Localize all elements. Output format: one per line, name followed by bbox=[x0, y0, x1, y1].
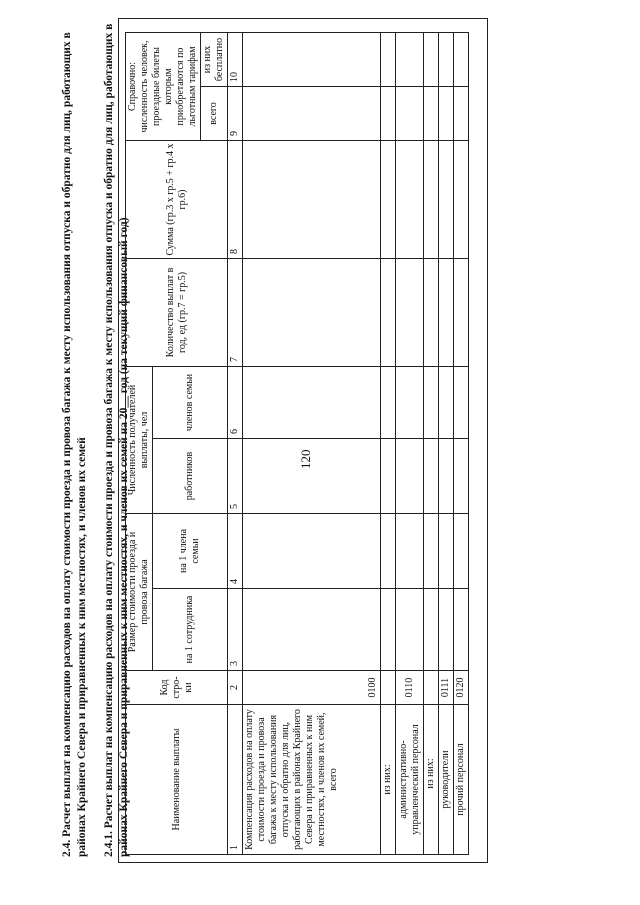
col-number: 4 bbox=[228, 514, 243, 589]
subsection-heading: 2.4.1. Расчет выплат на компенсацию расходов на оплату стоимости проезда и провоза багажа к месту использования отпуска и обратно для лиц, работающих в районах Крайнего Севера и приравненных к ним местностях, и членов их семей на 20__ год (на текущий финансовый год) bbox=[103, 23, 130, 857]
row-code: 0120 bbox=[454, 671, 469, 705]
table-cell bbox=[396, 514, 424, 589]
table-cell bbox=[424, 589, 439, 671]
table-cell bbox=[424, 259, 439, 367]
table-cell bbox=[243, 367, 381, 439]
header-payments-count: Количество выплат в год, ед (гр.7 = гр.5) bbox=[126, 259, 228, 367]
table-cell bbox=[396, 259, 424, 367]
col-number: 3 bbox=[228, 589, 243, 671]
table-cell bbox=[396, 439, 424, 514]
payments-table bbox=[125, 32, 469, 855]
table-cell bbox=[381, 87, 396, 141]
table-cell bbox=[424, 141, 439, 259]
table-cell bbox=[381, 589, 396, 671]
table-cell bbox=[454, 439, 469, 514]
col-number: 5 bbox=[228, 439, 243, 514]
table-cell bbox=[243, 514, 381, 589]
table-cell bbox=[396, 141, 424, 259]
row-code bbox=[424, 671, 439, 705]
table-row bbox=[381, 33, 396, 855]
table-cell bbox=[439, 367, 454, 439]
table-cell bbox=[439, 514, 454, 589]
header-cost-group: Размер стоимости проезда и провоза багажа bbox=[126, 514, 153, 671]
row-name: руководители bbox=[439, 705, 454, 855]
table-cell bbox=[439, 589, 454, 671]
table-cell bbox=[424, 367, 439, 439]
table-row bbox=[424, 33, 439, 855]
table-cell bbox=[381, 33, 396, 87]
section-heading: 2.4. Расчет выплат на компенсацию расходов на оплату стоимости проезда и провоза багажа к месту использования отпуска и обратно для лиц, работающих в районах Крайнего Севера и приравненных к ним местностях, и членов их семей bbox=[61, 32, 88, 857]
table-row bbox=[396, 33, 424, 855]
column-numbers-row bbox=[228, 33, 243, 855]
table-cell bbox=[381, 439, 396, 514]
table-cell bbox=[396, 367, 424, 439]
table-cell bbox=[439, 87, 454, 141]
col-number: 9 bbox=[228, 87, 243, 141]
table-cell bbox=[381, 367, 396, 439]
col-number: 8 bbox=[228, 141, 243, 259]
row-code: 0110 bbox=[396, 671, 424, 705]
col-number: 1 bbox=[228, 705, 243, 855]
header-recipients-workers: работников bbox=[153, 439, 228, 514]
table-cell bbox=[243, 87, 381, 141]
header-sum: Сумма (гр.3 х гр.5 + гр.4 х гр.6) bbox=[126, 141, 228, 259]
header-ref-free: из них бесплатно bbox=[201, 33, 228, 87]
header-recipients-family: членов семьи bbox=[153, 367, 228, 439]
table-cell bbox=[454, 367, 469, 439]
table-cell bbox=[439, 33, 454, 87]
table-cell bbox=[396, 589, 424, 671]
table-cell bbox=[439, 259, 454, 367]
table-cell bbox=[396, 87, 424, 141]
row-name: Компенсация расходов на оплату стоимости проезда и провоза багажа к месту использования отпуска и обратно для лиц, работающих в районах Крайнего Севера и приравненных к ним местностях, и членов их семей, всего bbox=[243, 705, 381, 855]
header-cost-employee: на 1 сотрудника bbox=[153, 589, 228, 671]
table-row bbox=[454, 33, 469, 855]
header-cost-family: на 1 члена семьи bbox=[153, 514, 228, 589]
table-cell bbox=[381, 514, 396, 589]
row-name: из них: bbox=[424, 705, 439, 855]
table-cell bbox=[424, 33, 439, 87]
table-cell bbox=[454, 87, 469, 141]
table-cell bbox=[424, 87, 439, 141]
table-cell bbox=[454, 589, 469, 671]
table-cell bbox=[243, 589, 381, 671]
table-cell bbox=[424, 439, 439, 514]
row-code: 0111 bbox=[439, 671, 454, 705]
table-cell bbox=[454, 33, 469, 87]
table-cell bbox=[243, 259, 381, 367]
header-code: Код стро-ки bbox=[126, 671, 228, 705]
table-cell bbox=[454, 141, 469, 259]
col-number: 2 bbox=[228, 671, 243, 705]
table-cell bbox=[243, 141, 381, 259]
header-name: Наименование выплаты bbox=[126, 705, 228, 855]
table-row bbox=[439, 33, 454, 855]
row-name: административно-управленческий персонал bbox=[396, 705, 424, 855]
col-number: 6 bbox=[228, 367, 243, 439]
col-number: 10 bbox=[228, 33, 243, 87]
row-code: 0100 bbox=[243, 671, 381, 705]
table-cell bbox=[454, 514, 469, 589]
table-cell bbox=[396, 33, 424, 87]
row-code bbox=[381, 671, 396, 705]
row-name: прочий персонал bbox=[454, 705, 469, 855]
table-row bbox=[243, 33, 381, 855]
page-number: 120 bbox=[298, 449, 313, 469]
table-cell bbox=[243, 439, 381, 514]
header-reference-group: Справочно: численность человек, проездные билеты которым приобретаются по льготным тарифам bbox=[126, 33, 201, 141]
table-cell bbox=[381, 141, 396, 259]
table-cell bbox=[243, 33, 381, 87]
table-cell bbox=[439, 141, 454, 259]
table-cell bbox=[381, 259, 396, 367]
header-ref-total: всего bbox=[201, 87, 228, 141]
table-cell bbox=[439, 439, 454, 514]
table-cell bbox=[424, 514, 439, 589]
row-name: из них: bbox=[381, 705, 396, 855]
col-number: 7 bbox=[228, 259, 243, 367]
table-cell bbox=[454, 259, 469, 367]
header-recipients-group: Численность получателей выплаты, чел bbox=[126, 367, 153, 514]
